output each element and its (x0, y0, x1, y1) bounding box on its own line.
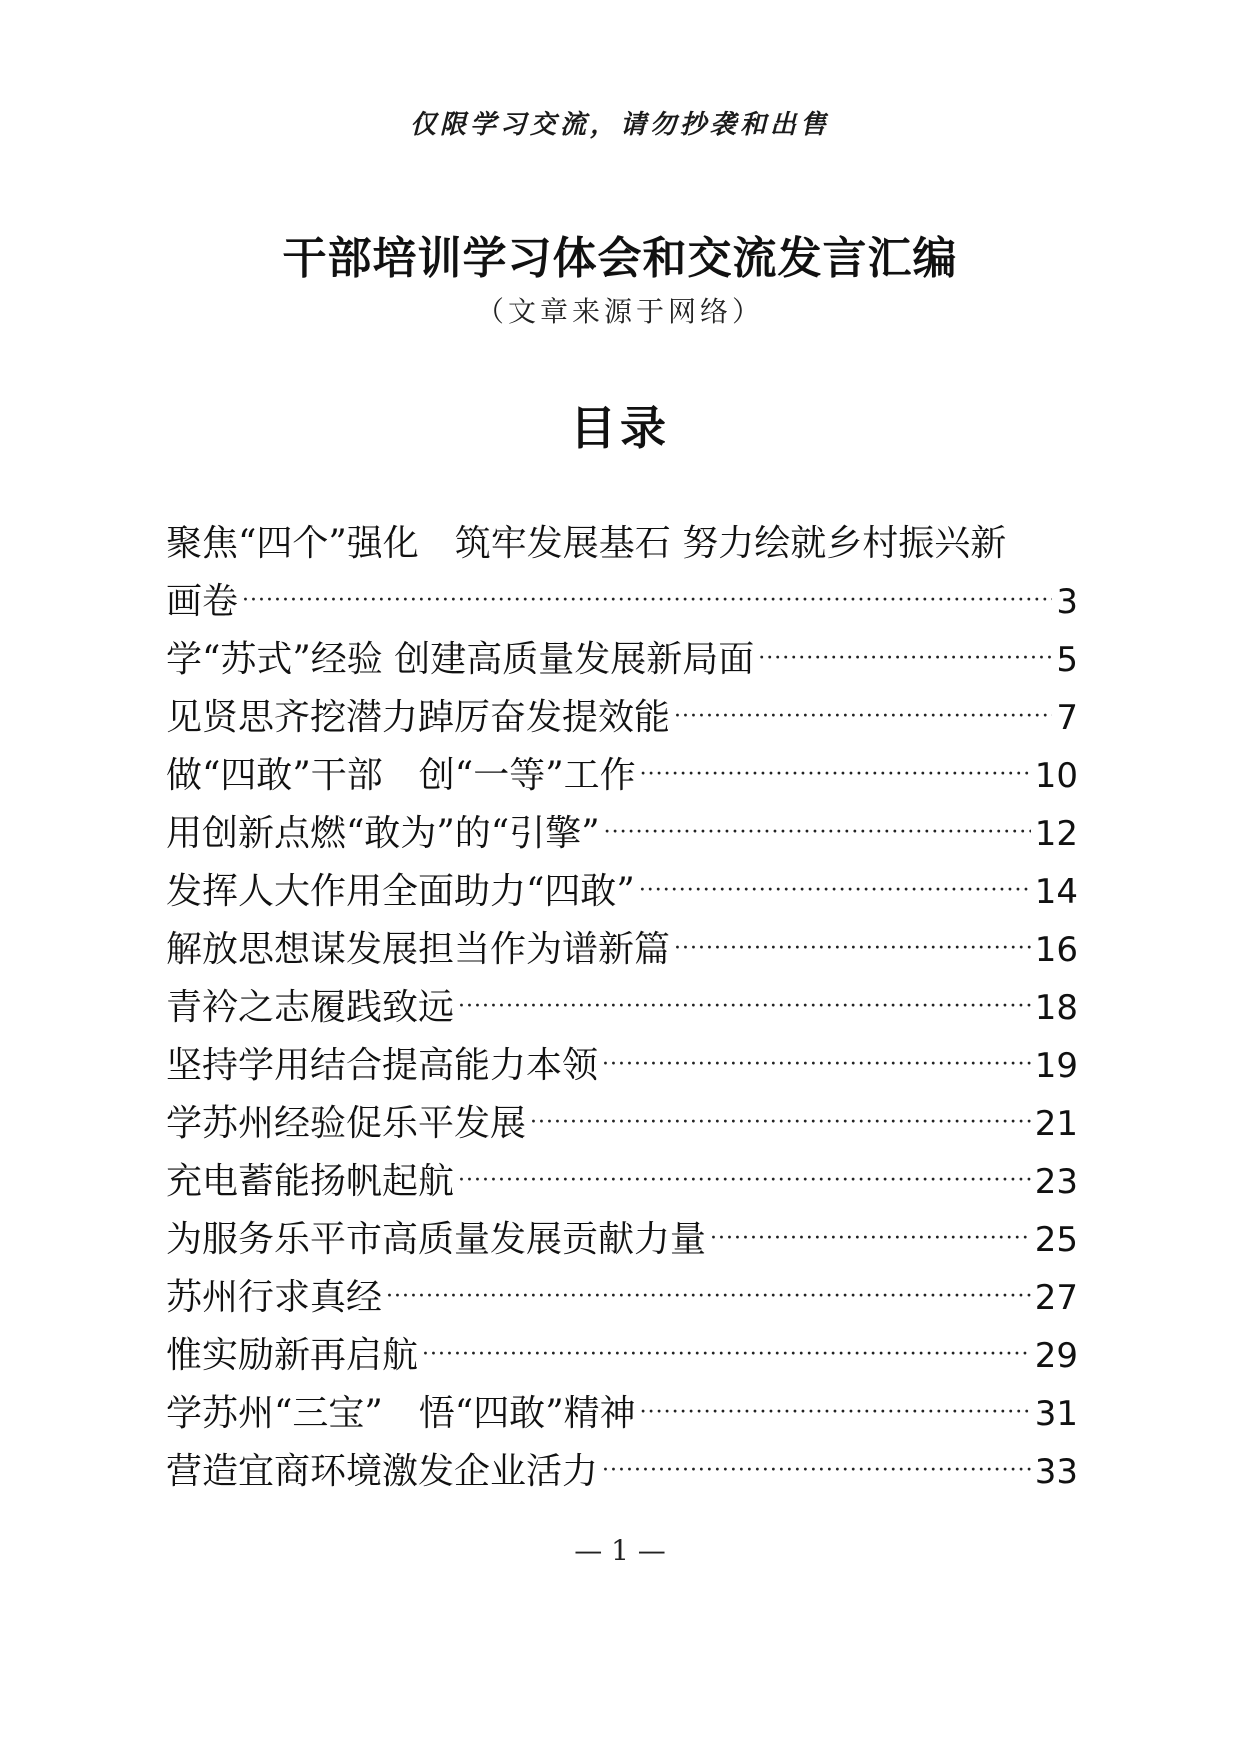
header-notice: 仅限学习交流，请勿抄袭和出售 (409, 110, 830, 140)
toc-entry[interactable] (166, 921, 1078, 979)
dot-leader (458, 1152, 1031, 1210)
toc-entry-title: 做“四敢”干部 创“一等”工作 (166, 755, 636, 796)
toc-entry-page: 16 (1034, 930, 1078, 970)
toc-entry[interactable] (166, 863, 1078, 921)
toc-entry-page: 27 (1034, 1278, 1078, 1318)
toc-entry-title: 解放思想谋发展担当作为谱新篇 (166, 929, 671, 970)
toc-entry[interactable] (166, 631, 1078, 689)
toc-entry-page: 31 (1034, 1394, 1078, 1434)
dot-leader (530, 1094, 1031, 1152)
toc-entry-page: 5 (1056, 640, 1078, 680)
toc-entry-page: 14 (1034, 872, 1078, 912)
toc-entry-title: 发挥人大作用全面助力“四敢” (166, 871, 635, 912)
toc-entry[interactable] (166, 689, 1078, 747)
dot-leader (242, 572, 1052, 630)
dot-leader (640, 1384, 1031, 1442)
toc-entry[interactable] (166, 1153, 1078, 1211)
toc-entry-page: 18 (1034, 988, 1078, 1028)
toc-entry[interactable] (166, 1269, 1078, 1327)
toc-entry-page: 3 (1056, 582, 1078, 622)
dot-leader (458, 978, 1031, 1036)
toc-entry-title: 为服务乐平市高质量发展贡献力量 (166, 1219, 707, 1260)
toc-entry[interactable] (166, 1385, 1078, 1443)
toc-entry-title-line1: 聚焦“四个”强化 筑牢发展基石 努力绘就乡村振兴新 (166, 523, 1007, 564)
toc-entry[interactable] (166, 1211, 1078, 1269)
toc-entry-title: 苏州行求真经 (166, 1277, 383, 1318)
document-title: 干部培训学习体会和交流发言汇编 (282, 233, 958, 284)
toc-entry[interactable] (166, 515, 1078, 631)
dot-leader (710, 1210, 1031, 1268)
toc-entry[interactable] (166, 1037, 1078, 1095)
toc-entry-page: 21 (1034, 1104, 1078, 1144)
table-of-contents (166, 515, 1078, 1501)
toc-entry-title: 坚持学用结合提高能力本领 (166, 1045, 599, 1086)
toc-entry-title: 用创新点燃“敢为”的“引擎” (166, 813, 600, 854)
dot-leader (602, 1442, 1031, 1500)
toc-entry[interactable] (166, 979, 1078, 1037)
toc-heading: 目录 (570, 401, 670, 455)
dot-leader (386, 1268, 1031, 1326)
dot-leader (758, 630, 1052, 688)
toc-entry-page: 12 (1034, 814, 1078, 854)
toc-entry[interactable] (166, 1327, 1078, 1385)
toc-entry-title: 营造宜商环境激发企业活力 (166, 1451, 599, 1492)
toc-entry-page: 19 (1034, 1046, 1078, 1086)
toc-entry[interactable] (166, 747, 1078, 805)
toc-entry[interactable] (166, 805, 1078, 863)
dot-leader (602, 1036, 1031, 1094)
toc-entry-page: 10 (1034, 756, 1078, 796)
dot-leader (674, 920, 1031, 978)
dot-leader (604, 804, 1031, 862)
toc-entry-title: 青衿之志履践致远 (166, 987, 455, 1028)
page-number: — 1 — (574, 1534, 666, 1567)
toc-entry-title: 画卷 (166, 581, 239, 622)
toc-entry-title: 学苏州经验促乐平发展 (166, 1103, 527, 1144)
toc-entry-page: 23 (1034, 1162, 1078, 1202)
dot-leader (674, 688, 1052, 746)
dot-leader (640, 746, 1031, 804)
dot-leader (422, 1326, 1031, 1384)
document-subtitle: （文章来源于网络） (475, 295, 764, 328)
toc-entry[interactable] (166, 1095, 1078, 1153)
dot-leader (639, 862, 1031, 920)
toc-entry-page: 7 (1056, 698, 1078, 738)
toc-entry-title: 惟实励新再启航 (166, 1335, 419, 1376)
toc-entry-title: 学“苏式”经验 创建高质量发展新局面 (166, 639, 755, 680)
toc-entry-title: 学苏州“三宝” 悟“四敢”精神 (166, 1393, 636, 1434)
toc-entry[interactable] (166, 1443, 1078, 1501)
toc-entry-title: 充电蓄能扬帆起航 (166, 1161, 455, 1202)
toc-entry-page: 33 (1034, 1452, 1078, 1492)
toc-entry-title: 见贤思齐挖潜力踔厉奋发提效能 (166, 697, 671, 738)
toc-entry-page: 25 (1034, 1220, 1078, 1260)
toc-entry-page: 29 (1034, 1336, 1078, 1376)
